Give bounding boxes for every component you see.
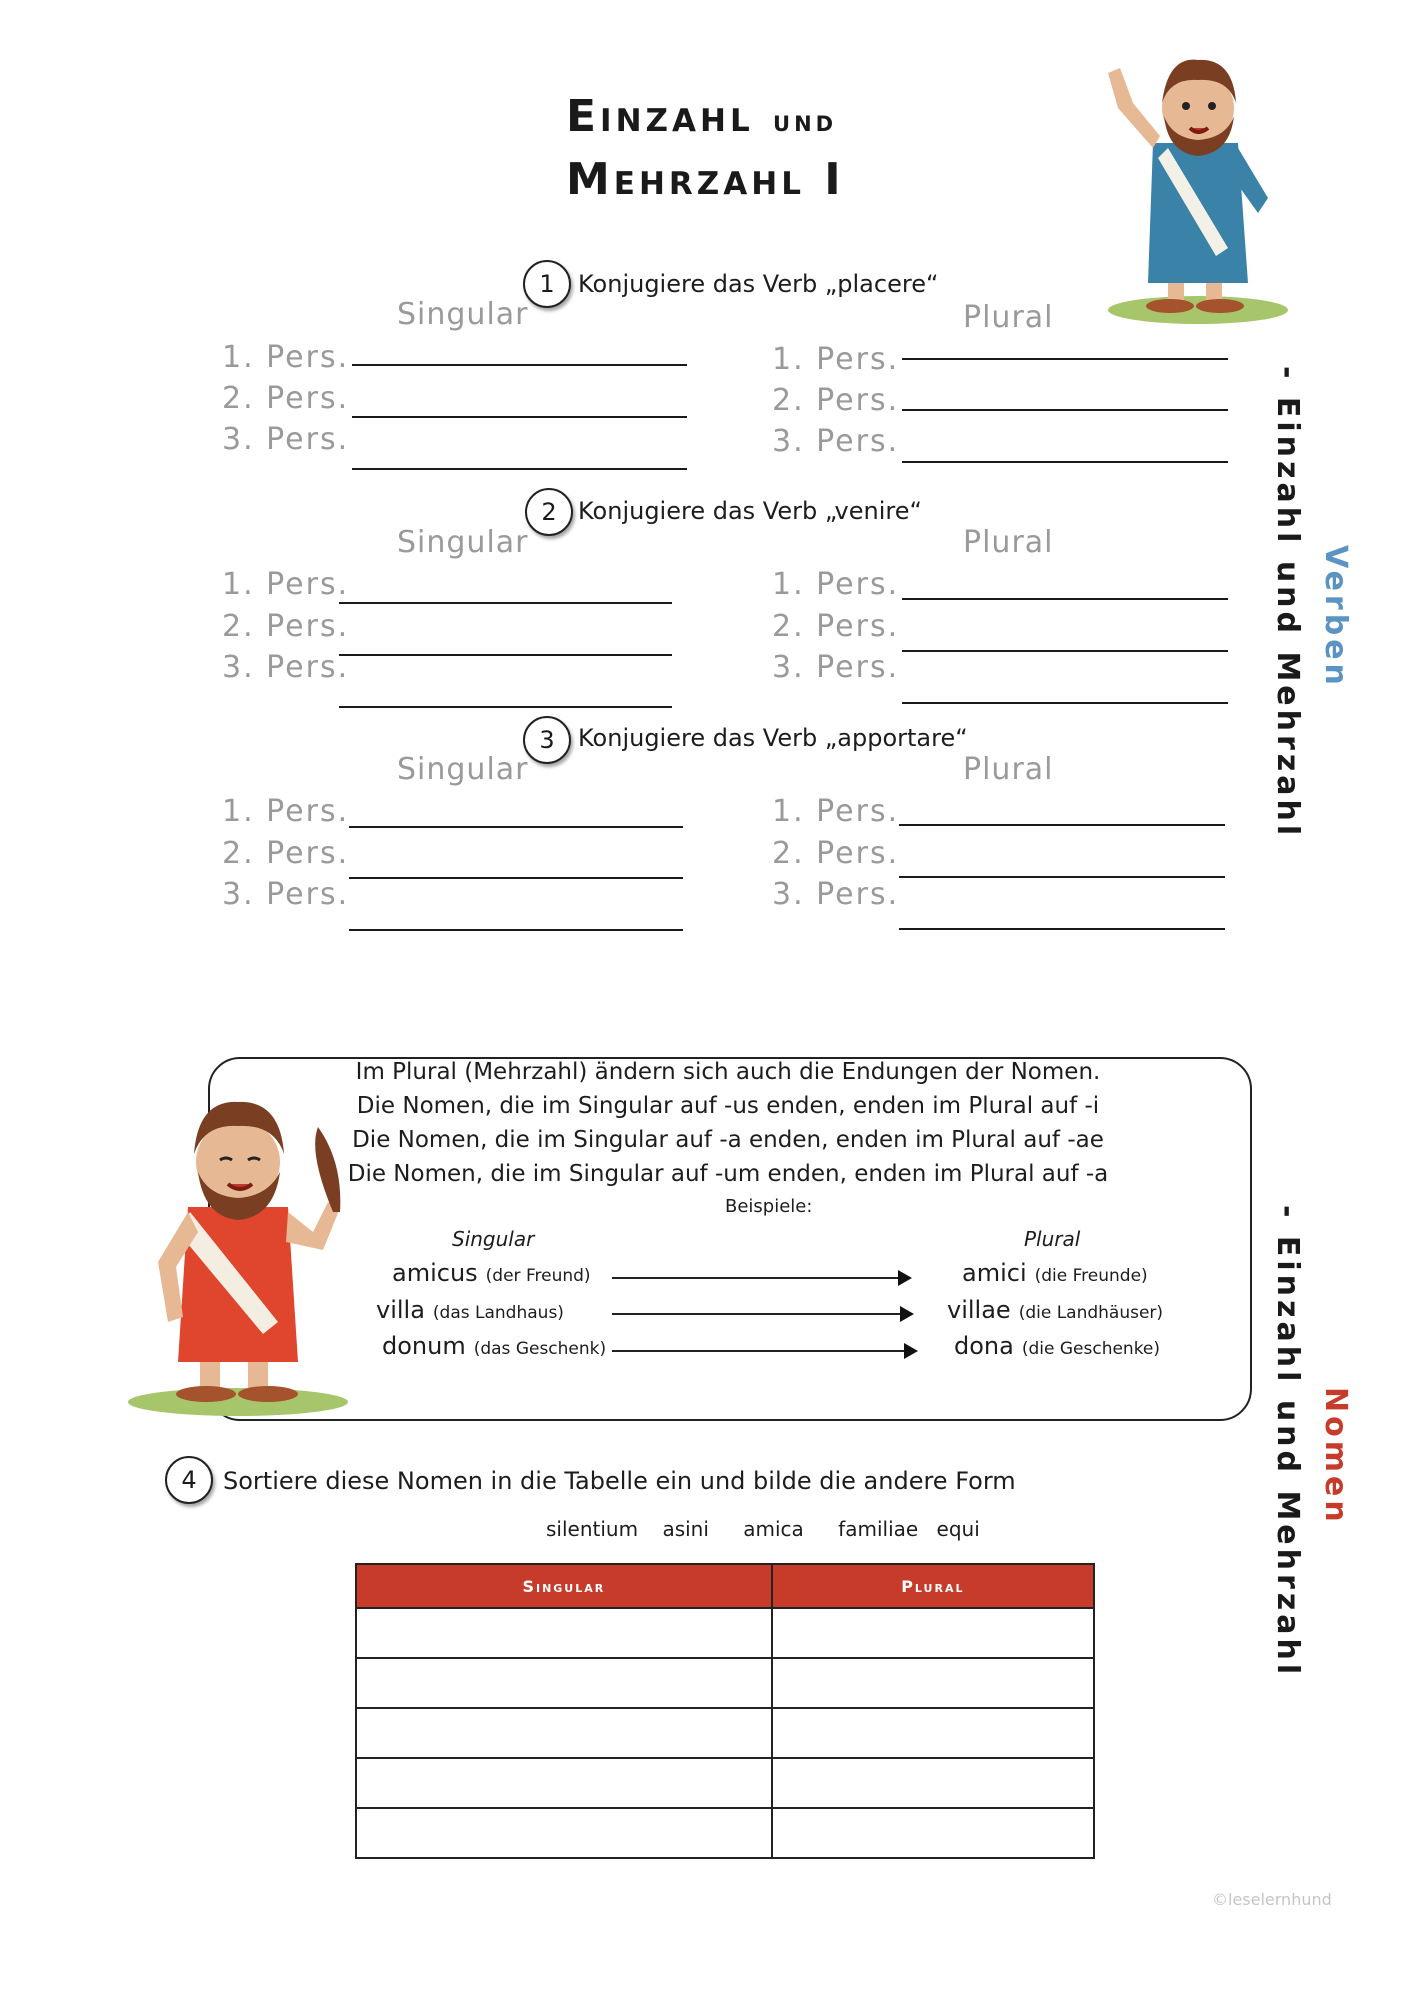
sort-table <box>355 1563 1095 1859</box>
word-item: equi <box>936 1517 980 1541</box>
person-label: 1. Pers. <box>222 794 350 829</box>
copyright-text: ©leselernhund <box>1212 1890 1332 1909</box>
roman-figure-quill-illustration <box>128 1072 358 1422</box>
roman-figure-waving-illustration <box>1098 48 1288 333</box>
answer-line[interactable] <box>352 416 687 418</box>
example-translation: (die Landhäuser) <box>1018 1303 1164 1323</box>
table-row <box>356 1608 1094 1658</box>
side-text-verben: - Einzahl und Mehrzahl <box>1270 366 1305 840</box>
answer-line[interactable] <box>902 650 1228 652</box>
answer-line[interactable] <box>339 654 672 656</box>
plural-heading: Plural <box>963 300 1054 335</box>
answer-line[interactable] <box>902 358 1228 360</box>
exercise-instruction: Konjugiere das Verb „venire“ <box>578 497 922 525</box>
exercise-number-badge: 1 <box>523 260 571 308</box>
table-row <box>356 1658 1094 1708</box>
example-plural <box>947 1296 1163 1324</box>
table-row <box>356 1708 1094 1758</box>
title-word-einzahl: Einzahl <box>566 91 754 142</box>
table-cell[interactable] <box>772 1608 1094 1658</box>
person-label: 1. Pers. <box>772 342 900 377</box>
table-cell[interactable] <box>356 1608 772 1658</box>
table-cell[interactable] <box>356 1808 772 1858</box>
person-label: 3. Pers. <box>222 650 350 685</box>
info-text-line: Die Nomen, die im Singular auf -a enden, enden im Plural auf -ae <box>352 1127 1104 1153</box>
example-word: villa <box>376 1296 425 1324</box>
answer-line[interactable] <box>339 602 672 604</box>
example-singular <box>376 1296 564 1324</box>
table-header-plural <box>772 1564 1094 1608</box>
answer-line[interactable] <box>349 877 683 879</box>
example-plural <box>954 1332 1160 1360</box>
side-tag-nomen: Nomen <box>1318 1387 1353 1526</box>
table-cell[interactable] <box>772 1658 1094 1708</box>
example-arrow <box>612 1313 904 1315</box>
exercise-instruction: Sortiere diese Nomen in die Tabelle ein und bilde die andere Form <box>223 1467 1016 1495</box>
table-cell[interactable] <box>356 1758 772 1808</box>
person-label: 3. Pers. <box>772 650 900 685</box>
person-label: 1. Pers. <box>222 567 350 602</box>
answer-line[interactable] <box>349 929 683 931</box>
examples-label: Beispiele: <box>725 1196 813 1217</box>
side-tag-verben: Verben <box>1318 545 1353 689</box>
word-item: silentium <box>546 1517 639 1541</box>
example-arrow <box>612 1350 908 1352</box>
singular-heading: Singular <box>397 297 529 332</box>
singular-heading: Singular <box>397 752 529 787</box>
word-item: familiae <box>838 1517 919 1541</box>
example-word: amici <box>962 1259 1027 1287</box>
person-label: 1. Pers. <box>772 794 900 829</box>
exercise-number-badge: 4 <box>165 1456 213 1504</box>
arrow-head-icon <box>898 1270 912 1286</box>
person-label: 2. Pers. <box>222 609 350 644</box>
person-label: 1. Pers. <box>222 340 350 375</box>
person-label: 2. Pers. <box>222 381 350 416</box>
arrow-head-icon <box>904 1343 918 1359</box>
person-label: 2. Pers. <box>772 836 900 871</box>
examples-plural-heading: Plural <box>1024 1227 1081 1251</box>
table-cell[interactable] <box>356 1658 772 1708</box>
example-translation: (das Landhaus) <box>432 1303 564 1323</box>
example-translation: (das Geschenk) <box>473 1339 607 1359</box>
word-item: amica <box>743 1517 804 1541</box>
person-label: 1. Pers. <box>772 567 900 602</box>
answer-line[interactable] <box>902 702 1228 704</box>
word-item: asini <box>662 1517 709 1541</box>
table-header-label: Singular <box>522 1576 606 1596</box>
table-cell[interactable] <box>772 1708 1094 1758</box>
example-singular <box>392 1259 591 1287</box>
title-word-und: und <box>773 104 838 139</box>
example-plural <box>962 1259 1148 1287</box>
info-text-line: Im Plural (Mehrzahl) ändern sich auch die Endungen der Nomen. <box>355 1059 1101 1085</box>
table-cell[interactable] <box>772 1758 1094 1808</box>
answer-line[interactable] <box>899 824 1225 826</box>
info-text-line: Die Nomen, die im Singular auf -us enden, enden im Plural auf -i <box>356 1093 1100 1119</box>
table-cell[interactable] <box>772 1808 1094 1858</box>
example-word: villae <box>947 1296 1011 1324</box>
table-header-label: Plural <box>901 1576 965 1596</box>
example-translation: (der Freund) <box>485 1266 591 1286</box>
examples-singular-heading: Singular <box>452 1227 535 1251</box>
table-header-singular <box>356 1564 772 1608</box>
person-label: 2. Pers. <box>772 609 900 644</box>
person-label: 3. Pers. <box>772 877 900 912</box>
answer-line[interactable] <box>339 706 672 708</box>
arrow-head-icon <box>900 1306 914 1322</box>
answer-line[interactable] <box>349 826 683 828</box>
table-cell[interactable] <box>356 1708 772 1758</box>
side-text-nomen: - Einzahl und Mehrzahl <box>1270 1205 1305 1679</box>
exercise-number-badge: 2 <box>525 488 573 536</box>
table-row <box>356 1758 1094 1808</box>
example-word: donum <box>382 1332 466 1360</box>
example-arrow <box>612 1277 902 1279</box>
person-label: 3. Pers. <box>222 877 350 912</box>
example-singular <box>382 1332 606 1360</box>
answer-line[interactable] <box>352 364 687 366</box>
exercise-instruction: Konjugiere das Verb „placere“ <box>578 270 939 298</box>
answer-line[interactable] <box>902 409 1228 411</box>
page-title <box>566 88 1066 209</box>
answer-line[interactable] <box>899 876 1225 878</box>
word-bank <box>546 1517 980 1541</box>
exercise-instruction: Konjugiere das Verb „apportare“ <box>578 724 968 752</box>
person-label: 2. Pers. <box>222 836 350 871</box>
plural-heading: Plural <box>963 525 1054 560</box>
singular-heading: Singular <box>397 525 529 560</box>
info-text-line: Die Nomen, die im Singular auf -um enden, enden im Plural auf -a <box>347 1161 1109 1187</box>
table-row <box>356 1808 1094 1858</box>
plural-heading: Plural <box>963 752 1054 787</box>
example-translation: (die Freunde) <box>1034 1266 1148 1286</box>
title-line2: Mehrzahl I <box>566 154 845 205</box>
person-label: 3. Pers. <box>222 422 350 457</box>
example-word: amicus <box>392 1259 478 1287</box>
answer-line[interactable] <box>902 461 1228 463</box>
person-label: 3. Pers. <box>772 424 900 459</box>
example-translation: (die Geschenke) <box>1021 1339 1161 1359</box>
person-label: 2. Pers. <box>772 383 900 418</box>
answer-line[interactable] <box>899 928 1225 930</box>
answer-line[interactable] <box>352 468 687 470</box>
example-word: dona <box>954 1332 1014 1360</box>
answer-line[interactable] <box>902 598 1228 600</box>
exercise-number-badge: 3 <box>523 716 571 764</box>
